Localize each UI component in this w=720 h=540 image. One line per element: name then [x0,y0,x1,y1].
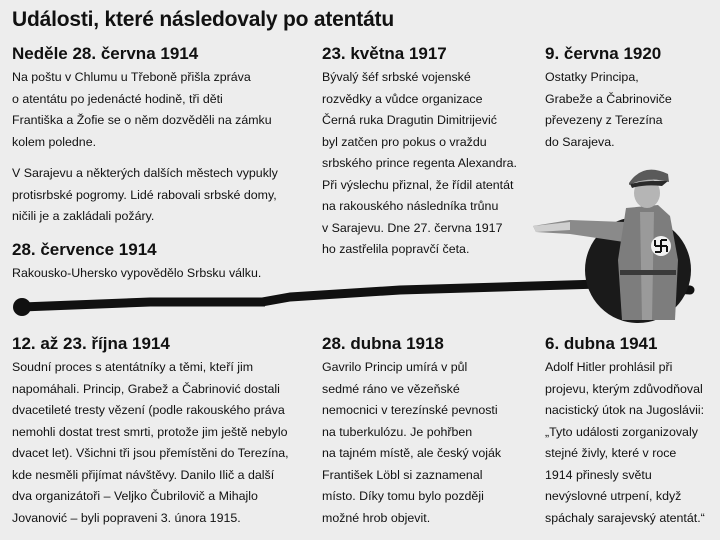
event-text: Na poštu v Chlumu u Třeboně přišla zpráva o atentátu po jedenácté hodině, tři děti Františka a Žofie se o něm dozvěděli na zámku kolem poledne. [12,70,272,149]
page-title: Události, které následovaly po atentátu [12,8,394,31]
event-1920-06-09 [545,44,715,153]
event-text: V Sarajevu a některých dalších městech vypukly protisrbské pogromy. Lidé rabovali srbské domy, ničili je a zakládali požáry. [12,166,278,223]
timeline-start-dot [13,298,31,316]
event-date: 6. dubna 1941 [545,334,658,353]
event-date: 23. května 1917 [322,44,447,63]
event-1918-04-28 [322,334,532,529]
event-date: 28. dubna 1918 [322,334,444,353]
event-date: 28. července 1914 [12,240,157,259]
event-date: 9. června 1920 [545,44,662,63]
event-text: Ostatky Principa, Grabeže a Čabrinoviče převezeny z Terezína do Sarajeva. [545,70,672,149]
event-1941-04-06 [545,334,717,529]
event-1914-07-28 [12,240,312,285]
event-date: Neděle 28. června 1914 [12,44,199,63]
event-1914-06-28 [12,44,312,228]
event-text: Adolf Hitler prohlásil při projevu, kterým zdůvodňoval nacistický útok na Jugoslávii: „Tyto události zorganizovaly stejné živly, které v roce 1914 přinesly světu nevýslovné utrpení, když spáchaly sarajevský atentát.“ [545,360,705,525]
event-text: Gavrilo Princip umírá v půl sedmé ráno ve vězeňské nemocnici v terezínské pevnosti na tuberkulózu. Je pohřben na tajném místě, ale český voják František Löbl si zaznamenal místo. Díky tomu bylo později možné hrob objevit. [322,360,502,525]
event-date: 12. až 23. října 1914 [12,334,170,353]
event-text: Bývalý šéf srbské vojenské rozvědky a vůdce organizace Černá ruka Dragutin Dimitrijević byl zatčen pro pokus o vraždu srbského prince regenta Alexandra. Při výslechu přiznal, že řídil atentát na rakouského následníka trůnu v Sarajevu. Dne 27. června 1917 ho zastřelila popravčí četa. [322,70,517,256]
saluting-man-icon [530,150,720,330]
event-1917-05-23 [322,44,532,261]
event-text: Soudní proces s atentátníky a těmi, kteří jim napomáhali. Princip, Grabež a Čabrinović dostali dvacetileté tresty vězení (podle rakouského práva nemohli dostat trest smrti, protože jim ještě nebylo dvacet let). Všichni tři jsou přemístěni do Terezína, kde nesměli přijímat návštěvy. Danilo Ilič a další dva organizátoři – Veljko Čubrilovič a Mihajlo Jovanović – byli popraveni 3. února 1915. [12,360,289,525]
event-text: Rakousko-Uhersko vypovědělo Srbsku válku. [12,266,262,280]
event-1914-10 [12,334,312,529]
